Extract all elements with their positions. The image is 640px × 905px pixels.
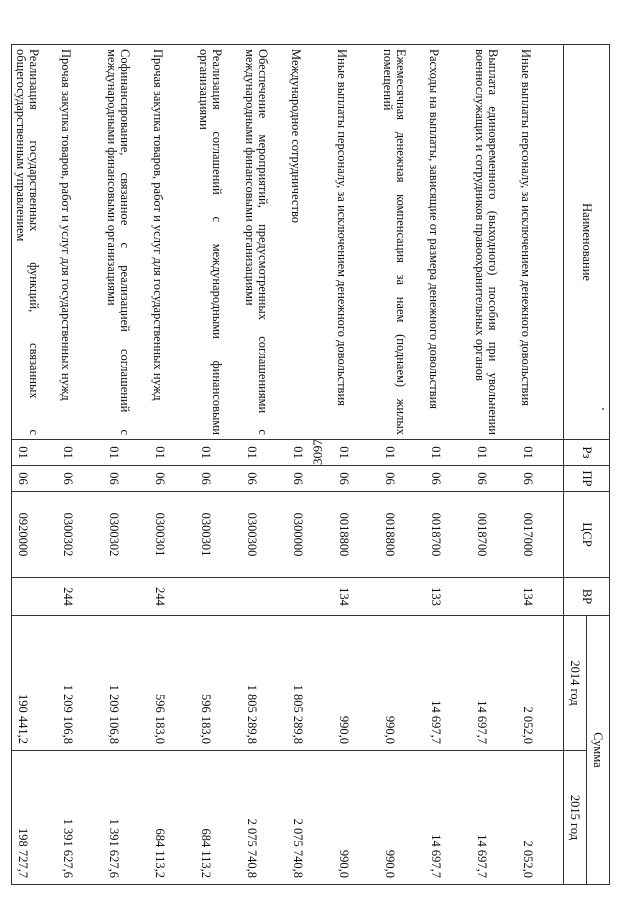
header-sum: Сумма — [587, 616, 610, 885]
row-csr: 0920000 — [12, 492, 58, 578]
row-pr: 06 — [518, 466, 564, 492]
budget-table — [11, 44, 610, 885]
row-rz: 01 — [288, 440, 334, 466]
table-row — [104, 45, 150, 885]
row-name: Обеспечение мероприятий, предусмотренных соглашениями с международными финансовыми организациями — [242, 45, 288, 440]
row-csr: 0300300 — [242, 492, 288, 578]
row-sum-2014: 596 183,0 — [150, 616, 196, 751]
row-vr: 134 — [518, 578, 564, 616]
row-name: Прочая закупка товаров, работ и услуг для государственных нужд — [150, 45, 196, 440]
row-sum-2015: 684 113,2 — [196, 751, 242, 885]
row-sum-2015: 1 391 627,6 — [58, 751, 104, 885]
row-name: Расходы на выплаты, зависящие от размера денежного довольствия — [426, 45, 472, 440]
row-sum-2015: 990,0 — [334, 751, 380, 885]
table-row — [472, 45, 518, 885]
row-csr: 0018700 — [426, 492, 472, 578]
table-row — [12, 45, 58, 885]
row-pr: 06 — [426, 466, 472, 492]
row-rz: 01 — [380, 440, 426, 466]
row-vr — [104, 578, 150, 616]
table-header — [564, 45, 610, 885]
row-sum-2014: 1 805 289,8 — [242, 616, 288, 751]
row-sum-2015: 2 075 740,8 — [242, 751, 288, 885]
row-vr: 244 — [150, 578, 196, 616]
row-vr: 133 — [426, 578, 472, 616]
row-pr: 06 — [288, 466, 334, 492]
row-sum-2014: 2 052,0 — [518, 616, 564, 751]
row-vr — [242, 578, 288, 616]
header-year-2015: 2015 год — [564, 751, 587, 885]
row-sum-2014: 1 805 289,8 — [288, 616, 334, 751]
row-rz: 01 — [58, 440, 104, 466]
row-vr — [12, 578, 58, 616]
page-number: 3097 — [310, 439, 325, 465]
table-row — [426, 45, 472, 885]
row-name: Международное сотрудничество — [288, 45, 334, 440]
row-vr — [472, 578, 518, 616]
row-vr: 134 — [334, 578, 380, 616]
row-sum-2015: 684 113,2 — [150, 751, 196, 885]
row-vr: 244 — [58, 578, 104, 616]
row-csr: 0017000 — [518, 492, 564, 578]
row-sum-2015: 990,0 — [380, 751, 426, 885]
row-pr: 06 — [196, 466, 242, 492]
row-name: Реализация государственных функций, связанных с общегосударственным управлением — [12, 45, 58, 440]
row-pr: 06 — [104, 466, 150, 492]
table-body — [12, 45, 564, 885]
table-row — [58, 45, 104, 885]
row-csr: 0300301 — [196, 492, 242, 578]
row-name: Реализация соглашений с международными финансовыми организациями — [196, 45, 242, 440]
row-name: Софинансирование, связанное с реализацией соглашений с международными финансовыми организациями — [104, 45, 150, 440]
row-sum-2015: 2 075 740,8 — [288, 751, 334, 885]
row-sum-2014: 990,0 — [380, 616, 426, 751]
row-sum-2015: 14 697,7 — [472, 751, 518, 885]
row-sum-2014: 990,0 — [334, 616, 380, 751]
row-sum-2014: 14 697,7 — [426, 616, 472, 751]
row-rz: 01 — [334, 440, 380, 466]
row-pr: 06 — [150, 466, 196, 492]
row-sum-2015: 1 391 627,6 — [104, 751, 150, 885]
header-rz: Рз — [564, 440, 610, 466]
row-csr: 0018800 — [380, 492, 426, 578]
table-row — [518, 45, 564, 885]
row-sum-2014: 14 697,7 — [472, 616, 518, 751]
row-pr: 06 — [12, 466, 58, 492]
row-vr — [196, 578, 242, 616]
row-sum-2015: 2 052,0 — [518, 751, 564, 885]
row-rz: 01 — [150, 440, 196, 466]
row-name: Выплата единовременного (выходного) пособия при увольнении военнослужащих и сотрудников правоохранительных органов — [472, 45, 518, 440]
table-row — [196, 45, 242, 885]
row-name: Прочая закупка товаров, работ и услуг для государственных нужд — [58, 45, 104, 440]
row-sum-2015: 14 697,7 — [426, 751, 472, 885]
row-pr: 06 — [334, 466, 380, 492]
row-sum-2014: 1 209 106,8 — [58, 616, 104, 751]
row-pr: 06 — [472, 466, 518, 492]
row-csr: 0300302 — [104, 492, 150, 578]
row-rz: 01 — [518, 440, 564, 466]
table-row — [242, 45, 288, 885]
row-sum-2015: 198 727,7 — [12, 751, 58, 885]
row-rz: 01 — [196, 440, 242, 466]
row-rz: 01 — [242, 440, 288, 466]
table-row — [150, 45, 196, 885]
rotated-budget-table — [14, 44, 610, 884]
header-year-2014: 2014 год — [564, 616, 587, 751]
row-rz: 01 — [426, 440, 472, 466]
table-row — [380, 45, 426, 885]
row-name: Иные выплаты персоналу, за исключением денежного довольствия — [518, 45, 564, 440]
row-csr: 0018700 — [472, 492, 518, 578]
header-name: Наименование — [564, 45, 610, 440]
scan-speck — [602, 408, 604, 410]
row-rz: 01 — [472, 440, 518, 466]
row-csr: 0300301 — [150, 492, 196, 578]
row-sum-2014: 1 209 106,8 — [104, 616, 150, 751]
row-vr — [288, 578, 334, 616]
header-vr: ВР — [564, 578, 610, 616]
header-pr: ПР — [564, 466, 610, 492]
row-sum-2014: 190 441,2 — [12, 616, 58, 751]
header-csr: ЦСР — [564, 492, 610, 578]
row-pr: 06 — [242, 466, 288, 492]
row-vr — [380, 578, 426, 616]
table-row — [334, 45, 380, 885]
row-pr: 06 — [58, 466, 104, 492]
row-rz: 01 — [104, 440, 150, 466]
row-pr: 06 — [380, 466, 426, 492]
row-name: Иные выплаты персоналу, за исключением денежного довольствия — [334, 45, 380, 440]
row-csr: 0300000 — [288, 492, 334, 578]
row-csr: 0300302 — [58, 492, 104, 578]
row-name: Ежемесячная денежная компенсация за наем (поднаем) жилых помещений — [380, 45, 426, 440]
row-rz: 01 — [12, 440, 58, 466]
row-sum-2014: 596 183,0 — [196, 616, 242, 751]
table-row — [288, 45, 334, 885]
row-csr: 0018800 — [334, 492, 380, 578]
